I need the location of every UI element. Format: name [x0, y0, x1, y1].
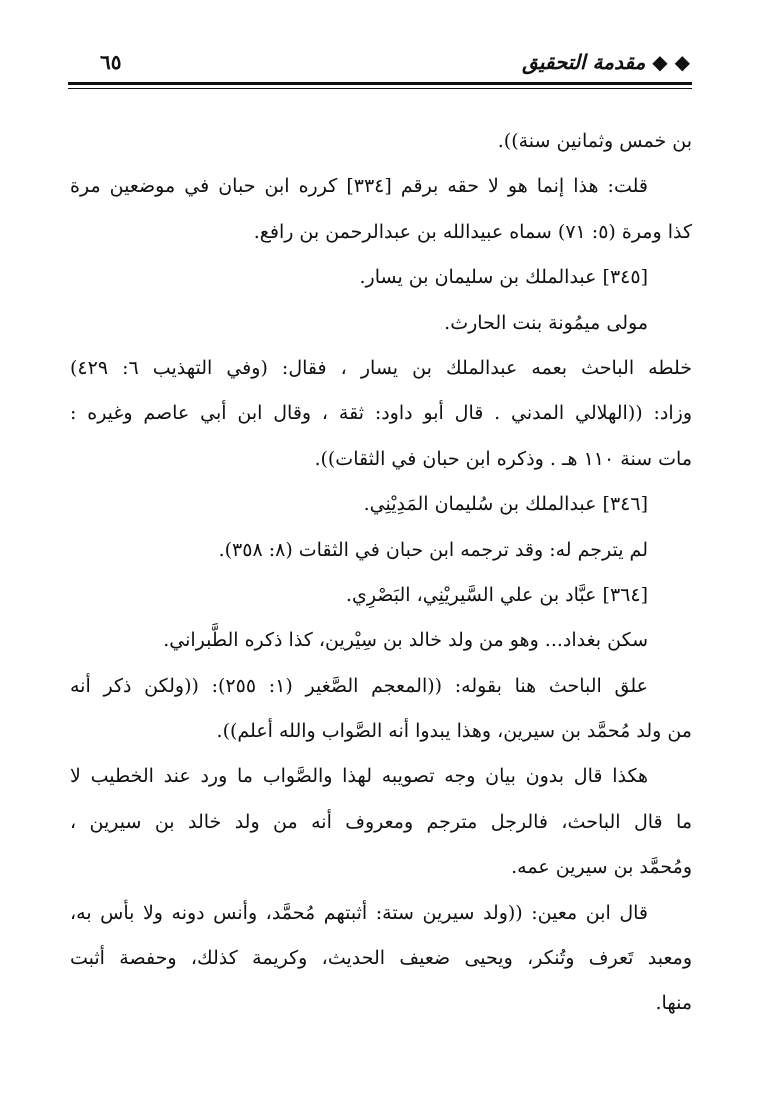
text-line: خلطه الباحث بعمه عبدالملك بن يسار ، فقال: (وفي التهذيب ٦: ٤٢٩): [70, 356, 692, 379]
text-line: علق الباحث هنا بقوله: ((المعجم الصَّغير (١: ٢٥٥): ((ولكن ذكر أنه: [70, 674, 648, 697]
text-line: ومُحمَّد بن سيرين عمه.: [511, 856, 692, 879]
body-text: [70, 119, 692, 1027]
text-line: قلت: هذا إنما هو لا حقه برقم [٣٣٤] كرره ابن حبان في موضعين مرة: [70, 175, 648, 198]
running-title: ◆ ◆ مقدمة التحقيق: [522, 50, 690, 74]
text-line: من ولد مُحمَّد بن سيرين، وهذا يبدوا أنه الصَّواب والله أعلم)).: [216, 720, 692, 743]
header-rule-thick: [68, 82, 692, 85]
text-line: ومعبد تَعرف وتُنكر، ويحيى ضعيف الحديث، وكريمة كذلك، وحفصة أثبت: [70, 947, 692, 970]
header-rule-thin: [68, 88, 692, 89]
text-line: قال ابن معين: ((ولد سيرين ستة: أثبتهم مُحمَّد، وأنس دونه ولا بأس به،: [70, 901, 648, 924]
text-line: [٣٦٤] عبَّاد بن علي السَّيريْنِي، البَصْرِي.: [345, 583, 648, 606]
text-line: منها.: [655, 992, 692, 1015]
text-line: مولى ميمُونة بنت الحارث.: [444, 311, 648, 334]
text-line: مات سنة ١١٠ هـ . وذكره ابن حبان في الثقات)).: [314, 447, 692, 470]
text-line: [٣٤٥] عبدالملك بن سليمان بن يسار.: [359, 266, 648, 289]
page-header: [70, 50, 690, 80]
page-number: ٦٥: [100, 50, 122, 74]
text-line: كذا ومرة (٥: ٧١) سماه عبيدالله بن عبدالرحمن بن رافع.: [253, 220, 692, 243]
text-line: ما قال الباحث، فالرجل مترجم ومعروف أنه من ولد خالد بن سيرين ،: [70, 810, 692, 833]
text-line: بن خمس وثمانين سنة)).: [497, 130, 692, 152]
text-line: [٣٤٦] عبدالملك بن سُليمان المَدِيْنِي.: [363, 493, 648, 516]
text-line: هكذا قال بدون بيان وجه تصويبه لهذا والصَّواب ما ورد عند الخطيب لا: [70, 765, 648, 788]
text-line: لم يترجم له: وقد ترجمه ابن حبان في الثقات (٨: ٣٥٨).: [218, 538, 648, 561]
text-line: وزاد: ((الهلالي المدني . قال أبو داود: ثقة ، وقال ابن أبي عاصم وغيره :: [70, 402, 692, 425]
text-line: سكن بغداد... وهو من ولد خالد بن سِيْرين، كذا ذكره الطَّبراني.: [163, 629, 648, 652]
